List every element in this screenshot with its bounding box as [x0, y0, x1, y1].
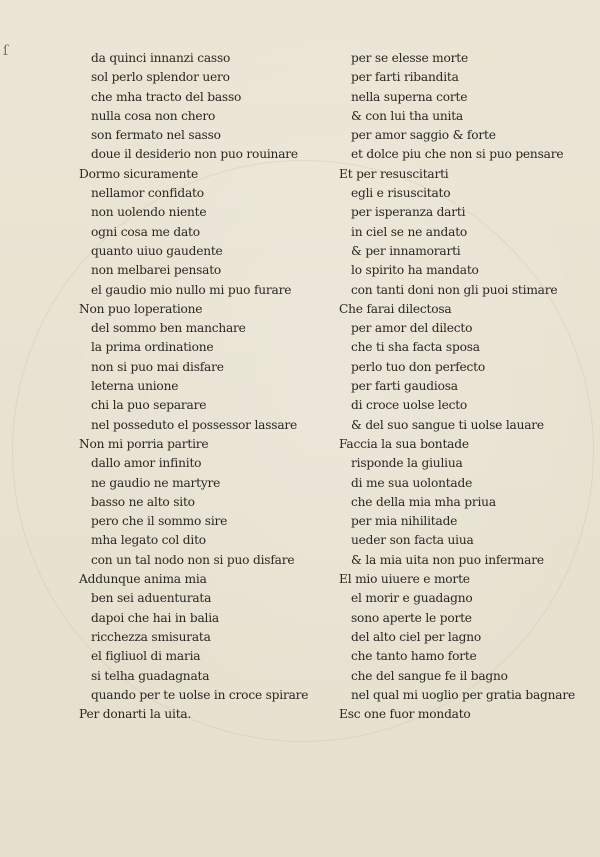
text-line: nellamor confidato — [91, 186, 204, 201]
text-line: per amor saggio & forte — [351, 128, 496, 143]
text-line: mha legato col dito — [91, 533, 206, 548]
text-line: sono aperte le porte — [351, 610, 472, 625]
text-line: dallo amor infinito — [91, 456, 202, 471]
text-line: el figliuol di maria — [91, 649, 201, 664]
text-line: Et per resuscitarti — [339, 166, 449, 181]
text-line: con tanti doni non gli puoi stimare — [351, 282, 558, 297]
text-line: doue il desiderio non puo rouinare — [91, 147, 298, 162]
text-line: che tanto hamo forte — [351, 649, 477, 664]
text-line: non melbarei pensato — [91, 263, 222, 278]
text-line: & con lui tha unita — [351, 108, 463, 123]
text-line: del alto ciel per lagno — [351, 629, 482, 644]
text-line: per farti ribandita — [351, 70, 459, 85]
text-line: El mio uiuere e morte — [339, 572, 470, 587]
text-line: & la mia uita non puo infermare — [351, 552, 544, 567]
text-line: che ti sha facta sposa — [351, 340, 480, 355]
text-line: risponde la giuliua — [351, 456, 463, 471]
text-line: per se elesse morte — [351, 51, 469, 65]
text-line: Per donarti la uita. — [79, 707, 192, 722]
text-line: nel posseduto el possessor lassare — [91, 417, 298, 432]
right-column — [339, 49, 579, 724]
text-line: di me sua uolontade — [351, 475, 473, 490]
text-line: quanto uiuo gaudente — [91, 243, 223, 258]
text-line: chi la puo separare — [91, 398, 207, 413]
text-line: quando per te uolse in croce spirare — [91, 687, 309, 702]
text-line: la prima ordinatione — [91, 340, 214, 355]
text-line: di croce uolse lecto — [351, 398, 468, 413]
text-line: in ciel se ne andato — [351, 224, 468, 239]
text-line: pero che il sommo sire — [91, 514, 228, 529]
text-line: Che farai dilectosa — [339, 301, 452, 316]
text-line: per isperanza darti — [351, 205, 466, 220]
text-line: per farti gaudiosa — [351, 379, 458, 394]
text-line: nel qual mi uoglio per gratia bagnare — [351, 687, 576, 702]
text-line: el morir e guadagno — [351, 591, 473, 606]
text-line: sol perlo splendor uero — [91, 70, 230, 85]
text-line: perlo tuo don perfecto — [351, 359, 485, 374]
text-line: el gaudio mio nullo mi puo furare — [91, 282, 292, 297]
text-line: ueder son facta uiua — [351, 533, 474, 548]
text-line: per mia nihilitade — [351, 514, 458, 529]
text-line: del sommo ben manchare — [91, 321, 246, 336]
text-line: basso ne alto sito — [91, 494, 195, 509]
text-line: non si puo mai disfare — [91, 359, 224, 374]
text-line: Non mi porria partire — [79, 436, 209, 451]
text-line: Faccia la sua bontade — [339, 436, 469, 451]
text-line: egli e risuscitato — [351, 186, 451, 201]
text-line: & del suo sangue ti uolse lauare — [351, 417, 544, 432]
text-line: et dolce piu che non si puo pensare — [351, 147, 564, 162]
text-line: Esc one fuor mondato — [339, 707, 471, 722]
text-line: per amor del dilecto — [351, 321, 473, 336]
text-line: ben sei aduenturata — [91, 591, 212, 606]
text-line: si telha guadagnata — [91, 668, 210, 683]
text-line: nulla cosa non chero — [91, 108, 216, 123]
text-line: non uolendo niente — [91, 205, 207, 220]
text-line: che mha tracto del basso — [91, 89, 242, 104]
text-line: che del sangue fe il bagno — [351, 668, 508, 683]
text-line: nella superna corte — [351, 89, 468, 104]
left-column — [79, 49, 329, 724]
text-line: son fermato nel sasso — [91, 128, 221, 143]
text-line: Addunque anima mia — [79, 572, 207, 587]
text-line: lo spirito ha mandato — [351, 263, 479, 278]
text-line: leterna unione — [91, 379, 179, 394]
text-line: ne gaudio ne martyre — [91, 475, 221, 490]
text-line: ricchezza smisurata — [91, 629, 211, 644]
text-line: che della mia mha priua — [351, 494, 496, 509]
text-line: da quinci innanzi casso — [91, 51, 231, 65]
corner-mark: ſ — [3, 43, 9, 59]
text-line: Non puo loperatione — [79, 301, 203, 316]
text-line: ogni cosa me dato — [91, 224, 200, 239]
text-line: dapoi che hai in balia — [91, 610, 219, 625]
text-line: & per innamorarti — [351, 243, 461, 258]
text-line: Dormo sicuramente — [79, 166, 198, 181]
text-line: con un tal nodo non si puo disfare — [91, 552, 295, 567]
